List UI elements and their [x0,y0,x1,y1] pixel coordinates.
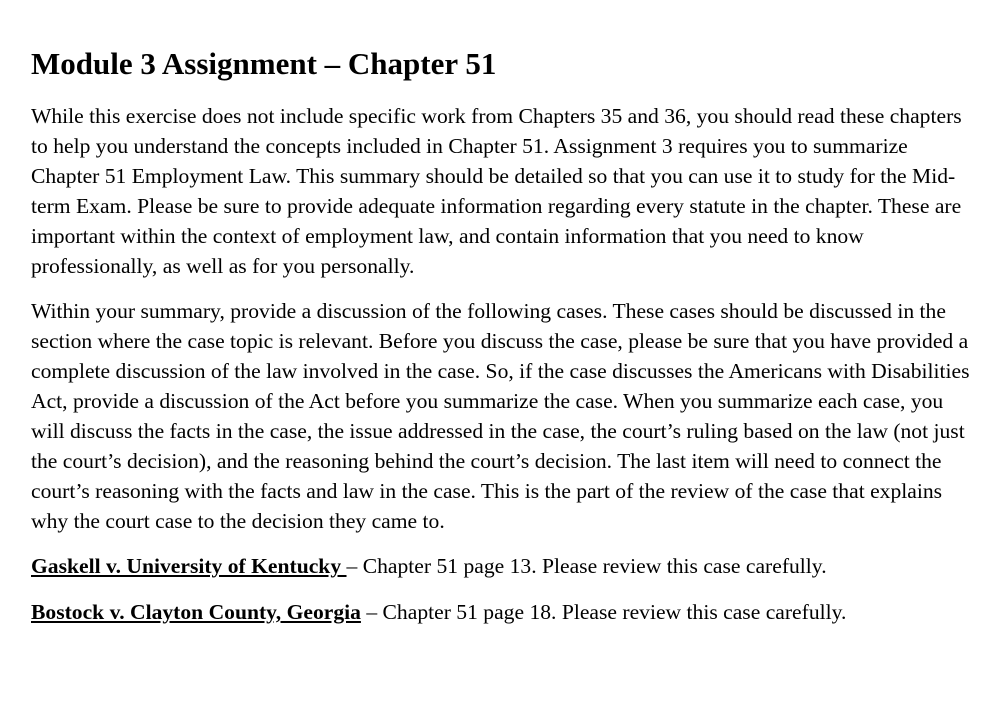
case-title-bostock: Bostock v. Clayton County, Georgia [31,600,361,624]
document-page [31,44,976,627]
cases-instructions-paragraph: Within your summary, provide a discussion of the following cases. These cases should be discussed in the section where the case topic is relevant. Before you discuss the case, please be sure that you have provided a complete discussion of the law involved in the case. So, if the case discusses the Americans with Disabilities Act, provide a discussion of the Act before you summarize the case. When you summarize each case, you will discuss the facts in the case, the issue addressed in the case, the court’s ruling based on the law (not just the court’s decision), and the reasoning behind the court’s decision. The last item will need to connect the court’s reasoning with the facts and law in the case. This is the part of the review of the case that explains why the court case to the decision they came to. [31,299,970,533]
case-detail-bostock: – Chapter 51 page 18. Please review this case carefully. [360,600,847,624]
case-item-gaskell [31,551,976,581]
case-title-gaskell: Gaskell v. University of Kentucky [31,554,347,578]
case-detail-gaskell: – Chapter 51 page 13. Please review this case carefully. [346,554,827,578]
intro-paragraph: While this exercise does not include specific work from Chapters 35 and 36, you should read these chapters to help you understand the concepts included in Chapter 51. Assignment 3 requires you to summarize Chapter 51 Employment Law. This summary should be detailed so that you can use it to study for the Mid-term Exam. Please be sure to provide adequate information regarding every statute in the chapter. These are important within the context of employment law, and contain information that you need to know professionally, as well as for you personally. [31,104,962,278]
document-title: Module 3 Assignment – Chapter 51 [31,46,497,81]
case-item-bostock [31,597,976,627]
